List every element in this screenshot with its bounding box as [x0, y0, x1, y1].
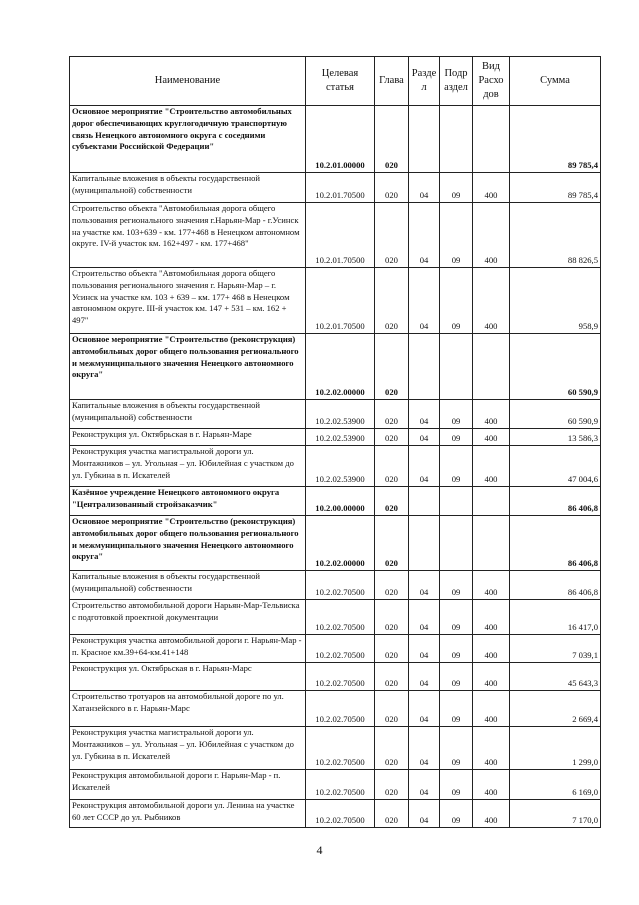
row-section: 04 [409, 800, 440, 828]
row-target: 10.2.02.70500 [306, 770, 375, 800]
row-name: Капитальные вложения в объекты государственной (муниципальной) собственности [70, 173, 306, 203]
row-target: 10.2.02.00000 [306, 516, 375, 571]
row-chapter: 020 [375, 429, 409, 446]
table-row [70, 770, 601, 800]
row-chapter: 020 [375, 663, 409, 691]
row-expense-type: 400 [473, 635, 510, 663]
row-sum: 7 170,0 [510, 800, 601, 828]
row-target: 10.2.00.00000 [306, 487, 375, 516]
row-sum: 47 004,6 [510, 446, 601, 487]
row-subsection [440, 516, 473, 571]
row-chapter: 020 [375, 635, 409, 663]
table-row [70, 800, 601, 828]
row-chapter: 020 [375, 727, 409, 770]
row-target: 10.2.01.00000 [306, 106, 375, 173]
row-section: 04 [409, 663, 440, 691]
table-row [70, 446, 601, 487]
row-subsection: 09 [440, 800, 473, 828]
row-section: 04 [409, 600, 440, 635]
header-name: Наименование [70, 57, 306, 106]
row-section: 04 [409, 400, 440, 429]
row-chapter: 020 [375, 268, 409, 334]
row-sum: 88 826,5 [510, 203, 601, 268]
row-name: Строительство тротуаров на автомобильной дороге по ул. Хатанзейского в г. Нарьян-Марс [70, 691, 306, 727]
row-target: 10.2.02.53900 [306, 429, 375, 446]
header-sum: Сумма [510, 57, 601, 106]
table-row [70, 173, 601, 203]
header-chapter: Глава [375, 57, 409, 106]
row-sum: 60 590,9 [510, 400, 601, 429]
row-section: 04 [409, 446, 440, 487]
row-subsection: 09 [440, 770, 473, 800]
row-subsection: 09 [440, 663, 473, 691]
row-name: Основное мероприятие "Строительство (реконструкция) автомобильных дорог общего пользования регионального и межмуниципального значения Ненецкого автономного округа" [70, 334, 306, 400]
row-target: 10.2.02.70500 [306, 800, 375, 828]
row-target: 10.2.01.70500 [306, 173, 375, 203]
row-sum: 2 669,4 [510, 691, 601, 727]
row-section: 04 [409, 691, 440, 727]
row-subsection [440, 334, 473, 400]
table-row [70, 334, 601, 400]
table-header-row [70, 57, 601, 106]
row-name: Реконструкция ул. Октябрьская в г. Нарьян-Марс [70, 663, 306, 691]
row-subsection: 09 [440, 268, 473, 334]
row-subsection: 09 [440, 173, 473, 203]
row-name: Основное мероприятие "Строительство (реконструкция) автомобильных дорог общего пользования регионального и межмуниципального значения Ненецкого автономного округа" [70, 516, 306, 571]
row-name: Капитальные вложения в объекты государственной (муниципальной) собственности [70, 571, 306, 600]
row-chapter: 020 [375, 400, 409, 429]
row-sum: 60 590,9 [510, 334, 601, 400]
row-chapter: 020 [375, 691, 409, 727]
row-sum: 1 299,0 [510, 727, 601, 770]
row-chapter: 020 [375, 487, 409, 516]
row-expense-type: 400 [473, 203, 510, 268]
row-expense-type: 400 [473, 663, 510, 691]
table-row [70, 268, 601, 334]
row-expense-type: 400 [473, 600, 510, 635]
row-section: 04 [409, 727, 440, 770]
row-name: Реконструкция участка магистральной дороги ул. Монтажников – ул. Угольная – ул. Юбилейная с участком до ул. Губкина в п. Искателей [70, 446, 306, 487]
table-row [70, 691, 601, 727]
row-name: Реконструкция автомобильной дороги ул. Ленина на участке 60 лет СССР до ул. Рыбников [70, 800, 306, 828]
row-name: Казённое учреждение Ненецкого автономного округа "Централизованный стройзаказчик" [70, 487, 306, 516]
table-row [70, 429, 601, 446]
row-expense-type: 400 [473, 727, 510, 770]
table-row [70, 487, 601, 516]
row-subsection: 09 [440, 446, 473, 487]
row-section: 04 [409, 203, 440, 268]
row-subsection: 09 [440, 400, 473, 429]
row-sum: 7 039,1 [510, 635, 601, 663]
row-sum: 958,9 [510, 268, 601, 334]
row-chapter: 020 [375, 571, 409, 600]
row-name: Строительство объекта "Автомобильная дорога общего пользования регионального значения г.Нарьян-Мар - г.Усинск на участке км. 103+639 - км. 177+468 в Ненецком автономном округе. IV-й участок км. 162+497 - км. 177+468" [70, 203, 306, 268]
header-subsection: Подр аздел [440, 57, 473, 106]
row-expense-type: 400 [473, 173, 510, 203]
row-subsection: 09 [440, 429, 473, 446]
row-expense-type [473, 334, 510, 400]
row-expense-type: 400 [473, 400, 510, 429]
row-expense-type: 400 [473, 800, 510, 828]
row-expense-type: 400 [473, 691, 510, 727]
row-expense-type [473, 106, 510, 173]
row-expense-type [473, 487, 510, 516]
row-sum: 13 586,3 [510, 429, 601, 446]
row-sum: 89 785,4 [510, 106, 601, 173]
row-name: Реконструкция участка магистральной дороги ул. Монтажников – ул. Угольная – ул. Юбилейная с участком до ул. Губкина в п. Искателей [70, 727, 306, 770]
row-name: Реконструкция участка автомобильной дороги г. Нарьян-Мар - п. Красное км.39+64-км.41+148 [70, 635, 306, 663]
table-row [70, 516, 601, 571]
header-target: Целевая статья [306, 57, 375, 106]
row-chapter: 020 [375, 106, 409, 173]
row-target: 10.2.02.70500 [306, 691, 375, 727]
row-chapter: 020 [375, 334, 409, 400]
row-expense-type: 400 [473, 446, 510, 487]
table-row [70, 635, 601, 663]
row-chapter: 020 [375, 600, 409, 635]
row-name: Реконструкция ул. Октябрьская в г. Нарьян-Маре [70, 429, 306, 446]
row-target: 10.2.02.70500 [306, 635, 375, 663]
row-target: 10.2.02.70500 [306, 571, 375, 600]
row-target: 10.2.02.00000 [306, 334, 375, 400]
row-chapter: 020 [375, 770, 409, 800]
header-section: Разде л [409, 57, 440, 106]
table-row [70, 203, 601, 268]
table-row [70, 663, 601, 691]
row-subsection: 09 [440, 600, 473, 635]
row-expense-type: 400 [473, 429, 510, 446]
table-row [70, 400, 601, 429]
row-subsection: 09 [440, 203, 473, 268]
row-subsection [440, 106, 473, 173]
row-chapter: 020 [375, 203, 409, 268]
row-name: Строительство автомобильной дороги Нарьян-Мар-Тельвиска с подготовкой проектной документации [70, 600, 306, 635]
row-chapter: 020 [375, 800, 409, 828]
row-section: 04 [409, 268, 440, 334]
row-section [409, 106, 440, 173]
row-target: 10.2.02.70500 [306, 663, 375, 691]
row-section: 04 [409, 635, 440, 663]
row-expense-type: 400 [473, 571, 510, 600]
row-sum: 86 406,8 [510, 487, 601, 516]
row-sum: 6 169,0 [510, 770, 601, 800]
row-section: 04 [409, 571, 440, 600]
header-expense-type: Вид Расхо дов [473, 57, 510, 106]
row-subsection: 09 [440, 571, 473, 600]
row-target: 10.2.01.70500 [306, 203, 375, 268]
row-target: 10.2.02.70500 [306, 600, 375, 635]
row-expense-type [473, 516, 510, 571]
row-target: 10.2.02.53900 [306, 400, 375, 429]
row-chapter: 020 [375, 446, 409, 487]
table-row [70, 727, 601, 770]
row-section [409, 334, 440, 400]
row-section: 04 [409, 770, 440, 800]
row-subsection [440, 487, 473, 516]
row-name: Капитальные вложения в объекты государственной (муниципальной) собственности [70, 400, 306, 429]
row-section [409, 487, 440, 516]
row-name: Строительство объекта "Автомобильная дорога общего пользования регионального значения г. Нарьян-Мар – г. Усинск на участке км. 103 + 639 – км. 177+ 468 в Ненецком автономном округе. III-й участок км. 147 + 531 – км. 162 + 497" [70, 268, 306, 334]
row-expense-type: 400 [473, 770, 510, 800]
row-section [409, 516, 440, 571]
row-expense-type: 400 [473, 268, 510, 334]
table-row [70, 571, 601, 600]
budget-table [69, 56, 601, 828]
row-sum: 45 643,3 [510, 663, 601, 691]
row-chapter: 020 [375, 173, 409, 203]
row-subsection: 09 [440, 691, 473, 727]
row-chapter: 020 [375, 516, 409, 571]
row-sum: 86 406,8 [510, 571, 601, 600]
row-sum: 89 785,4 [510, 173, 601, 203]
row-target: 10.2.01.70500 [306, 268, 375, 334]
row-target: 10.2.02.70500 [306, 727, 375, 770]
row-section: 04 [409, 173, 440, 203]
table-row [70, 600, 601, 635]
row-sum: 86 406,8 [510, 516, 601, 571]
row-subsection: 09 [440, 635, 473, 663]
row-target: 10.2.02.53900 [306, 446, 375, 487]
page-number: 4 [316, 843, 323, 857]
row-section: 04 [409, 429, 440, 446]
row-name: Основное мероприятие "Строительство автомобильных дорог обеспечивающих круглогодичную транспортную связь Ненецкого автономного округа с соседними субъектами Российской Федерации" [70, 106, 306, 173]
table-row [70, 106, 601, 173]
row-sum: 16 417,0 [510, 600, 601, 635]
row-name: Реконструкция автомобильной дороги г. Нарьян-Мар - п. Искателей [70, 770, 306, 800]
row-subsection: 09 [440, 727, 473, 770]
